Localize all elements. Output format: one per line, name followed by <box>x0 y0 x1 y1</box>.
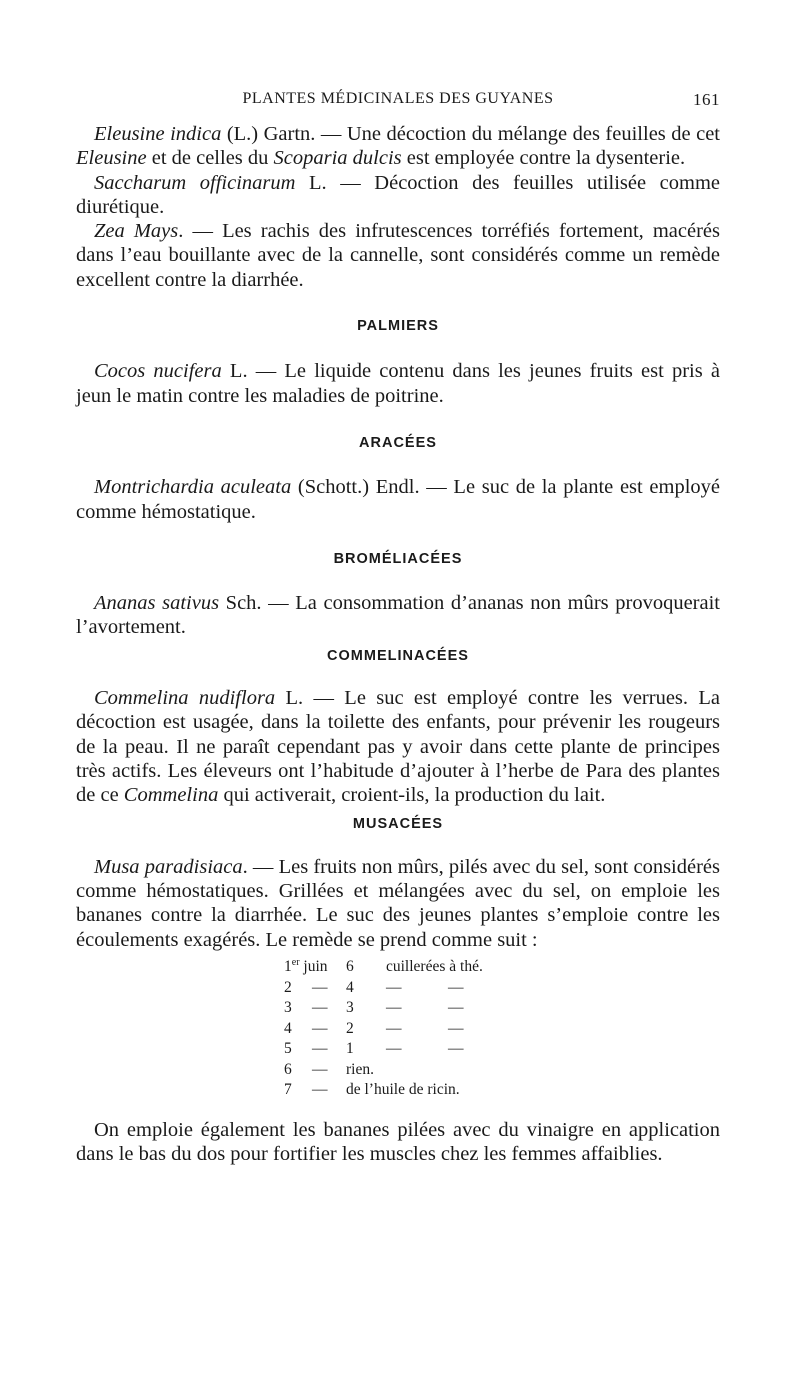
running-title: PLANTES MÉDICINALES DES GUYANES <box>242 90 554 107</box>
section-title-commelinacees: COMMELINACÉES <box>327 647 469 664</box>
entry-montrichardia: Montrichardia aculeata (Schott.) Endl. — Le suc de la plante est employé comme hémostatique. <box>76 476 720 523</box>
schedule-unit: cuillerées à thé. <box>386 958 483 976</box>
section-title-bromeliacees: BROMÉLIACÉES <box>333 550 463 567</box>
species-name: Eleusine indica <box>94 123 222 145</box>
entry-musa: Musa paradisiaca. — Les fruits non mûrs, pilés avec du sel, sont considérés comme hémostatiques. Grillées et mélangées avec du sel, on emploie les bananes contre la diarrhée. Le suc des jeunes plantes s’emploie contre les écoulements exagérés. Le remède se prend comme suit : <box>76 855 721 951</box>
entry-saccharum: Saccharum officinarum L. — Décoction des feuilles utilisée comme diurétique. <box>76 171 720 218</box>
species-name: Musa paradisiaca <box>94 855 243 878</box>
dose-schedule-table <box>284 957 483 1101</box>
entry-commelina: Commelina nudiflora L. — Le suc est employé contre les verrues. La décoction est usagée, dans la toilette des enfants, pour prévenir les rougeurs de la peau. Il ne paraît cependant pas y avoir dans cette plante de principes très actifs. Les éleveurs ont l’habitude d’ajouter à l’herbe de Para des plantes de ce Commelina qui activerait, croient-ils, la production du lait. <box>76 687 720 807</box>
entry-zea: Zea Mays. — Les rachis des infrutescences torréfiés fortement, macérés dans l’eau bouillante avec de la cannelle, sont considérés comme un remède excellent contre la diarrhée. <box>76 220 720 291</box>
species-name: Scoparia dulcis <box>273 147 402 170</box>
species-name: Ananas sativus <box>94 592 220 615</box>
final-paragraph: On emploie également les bananes pilées avec du vinaigre en application dans le bas du dos pour fortifier les muscles chez les femmes affaiblies. <box>76 1118 720 1165</box>
species-name: Zea Mays <box>94 220 179 243</box>
entry-eleusine: Eleusine indica (L.) Gartn. — Une décoction du mélange des feuilles de cet Eleusine et de celles du Scoparia dulcis est employée contre la dysenterie. <box>76 123 720 170</box>
table-row <box>284 957 483 978</box>
species-name: Commelina <box>123 784 219 807</box>
species-name: Saccharum officinarum <box>94 171 296 194</box>
section-title-palmiers: PALMIERS <box>357 318 439 335</box>
table-row: 5 — 1 — — <box>284 1040 464 1058</box>
table-row: 2 — 4 — — <box>284 978 464 996</box>
page-number: 161 <box>693 90 720 109</box>
species-name: Commelina nudiflora <box>94 687 276 710</box>
table-row: 3 — 3 — — <box>284 999 464 1017</box>
species-name: Eleusine <box>76 147 147 170</box>
table-row: 6 — rien. <box>284 1060 374 1078</box>
entry-cocos: Cocos nucifera L. — Le liquide contenu dans les jeunes fruits est pris à jeun le matin contre les maladies de poitrine. <box>76 360 720 407</box>
species-name: Cocos nucifera <box>94 360 222 383</box>
table-row: 7 — de l’huile de ricin. <box>284 1081 460 1099</box>
species-name: Montrichardia aculeata <box>94 476 292 499</box>
section-title-aracees: ARACÉES <box>359 434 437 451</box>
section-title-musacees: MUSACÉES <box>352 815 444 832</box>
schedule-day: 1er juin <box>284 956 328 976</box>
body-text <box>76 122 720 1166</box>
schedule-qty: 6 <box>346 958 354 976</box>
entry-ananas: Ananas sativus Sch. — La consommation d’ananas non mûrs provoquerait l’avortement. <box>76 592 720 639</box>
running-head <box>76 86 720 114</box>
table-row: 4 — 2 — — <box>284 1019 464 1037</box>
